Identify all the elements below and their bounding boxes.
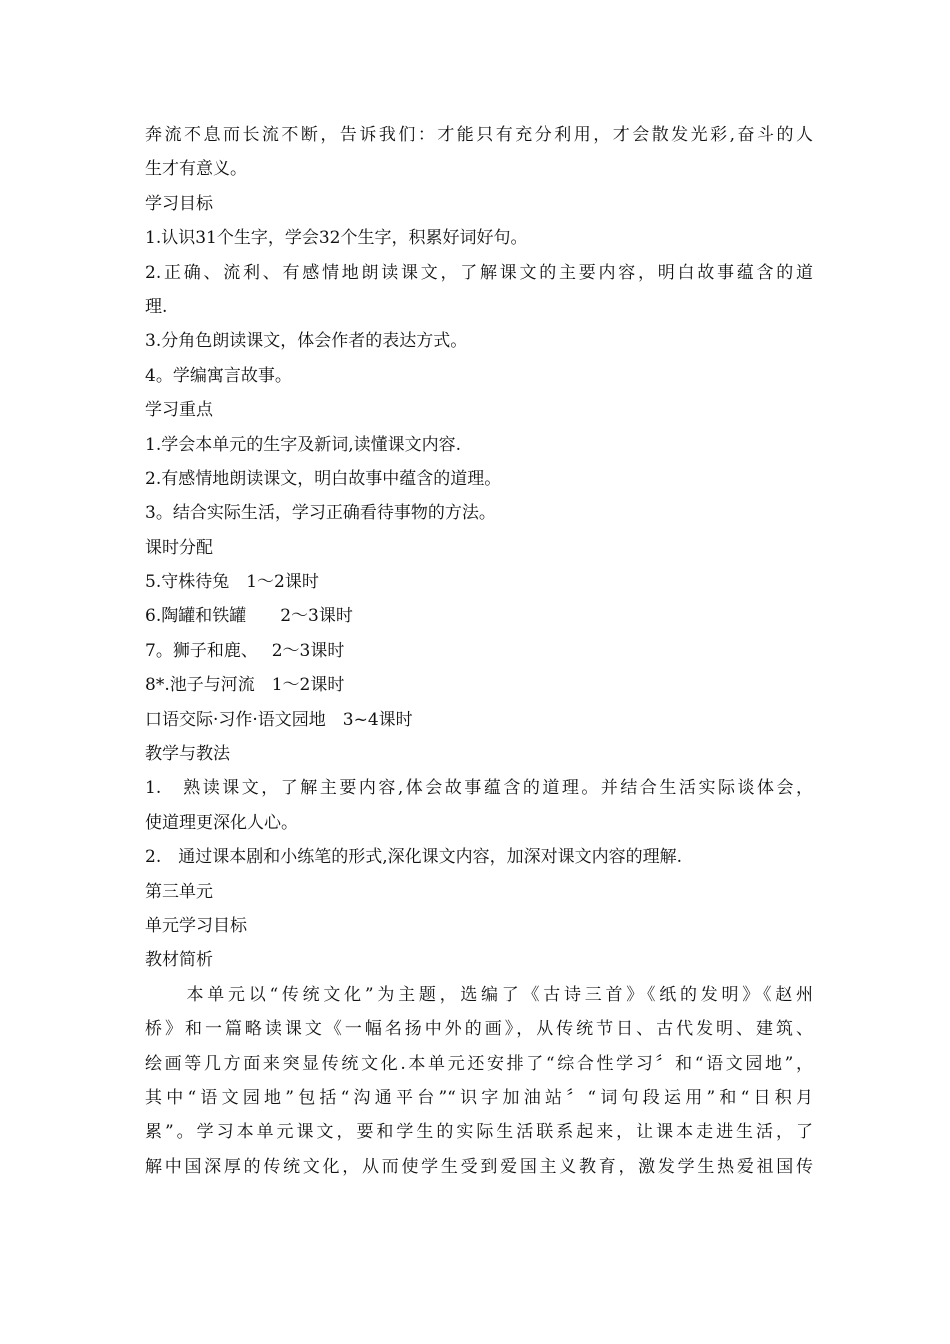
list-item: 3。结合实际生活，学习正确看待事物的方法。: [145, 503, 496, 524]
paragraph-line: 累”。学习本单元课文，要和学生的实际生活联系起来，让课本走进生活，了: [145, 1122, 813, 1143]
paragraph-line: 本单元以“传统文化”为主题，选编了《古诗三首》《纸的发明》《赵州: [145, 984, 813, 1005]
list-item: 1. 熟读课文，了解主要内容,体会故事蕴含的道理。并结合生活实际谈体会，: [145, 778, 813, 799]
schedule-item: 5.守株待兔 1～2课时: [145, 572, 319, 593]
list-item: 1.学会本单元的生字及新词,读懂课文内容.: [145, 434, 462, 455]
list-item: 2.有感情地朗读课文，明白故事中蕴含的道理。: [145, 468, 502, 489]
document-page: [145, 118, 813, 1184]
paragraph-line: 解中国深厚的传统文化，从而使学生受到爱国主义教育，激发学生热爱祖国传: [145, 1156, 813, 1177]
schedule-item: 7。狮子和鹿、 2～3课时: [145, 640, 345, 661]
list-item: 2.正确、流利、有感情地朗读课文，了解课文的主要内容，明白故事蕴含的道: [145, 262, 813, 283]
text-line: 奔流不息而长流不断，告诉我们：才能只有充分利用，才会散发光彩,奋斗的人: [145, 125, 813, 145]
section-heading: 单元学习目标: [145, 915, 247, 936]
text-line: 生才有意义。: [145, 159, 247, 180]
unit-heading: 第三单元: [145, 881, 213, 902]
schedule-item: 口语交际·习作·语文园地 3~4课时: [145, 709, 413, 730]
section-heading: 学习目标: [145, 193, 213, 214]
schedule-item: 6.陶罐和铁罐 2～3课时: [145, 606, 353, 627]
section-heading: 教材简析: [145, 950, 213, 971]
list-item: 1.认识31个生字，学会32个生字，积累好词好句。: [145, 228, 528, 249]
paragraph-line: 桥》和一篇略读课文《一幅名扬中外的画》，从传统节日、古代发明、建筑、: [145, 1019, 813, 1040]
list-item: 2. 通过课本剧和小练笔的形式,深化课文内容，加深对课文内容的理解.: [145, 847, 683, 868]
text-line: 理.: [145, 296, 168, 317]
list-item: 4。学编寓言故事。: [145, 365, 292, 386]
list-item: 3.分角色朗读课文，体会作者的表达方式。: [145, 331, 468, 352]
paragraph-line: 其中“语文园地”包括“沟通平台”“识字加油站〞“词句段运用”和“日积月: [145, 1087, 813, 1108]
section-heading: 教学与教法: [145, 744, 230, 765]
section-heading: 课时分配: [145, 537, 213, 558]
schedule-item: 8*.池子与河流 1～2课时: [145, 675, 345, 696]
text-line: 使道理更深化人心。: [145, 812, 298, 833]
section-heading: 学习重点: [145, 400, 213, 421]
paragraph-line: 绘画等几方面来突显传统文化.本单元还安排了“综合性学习〞和“语文园地”，: [145, 1053, 813, 1074]
